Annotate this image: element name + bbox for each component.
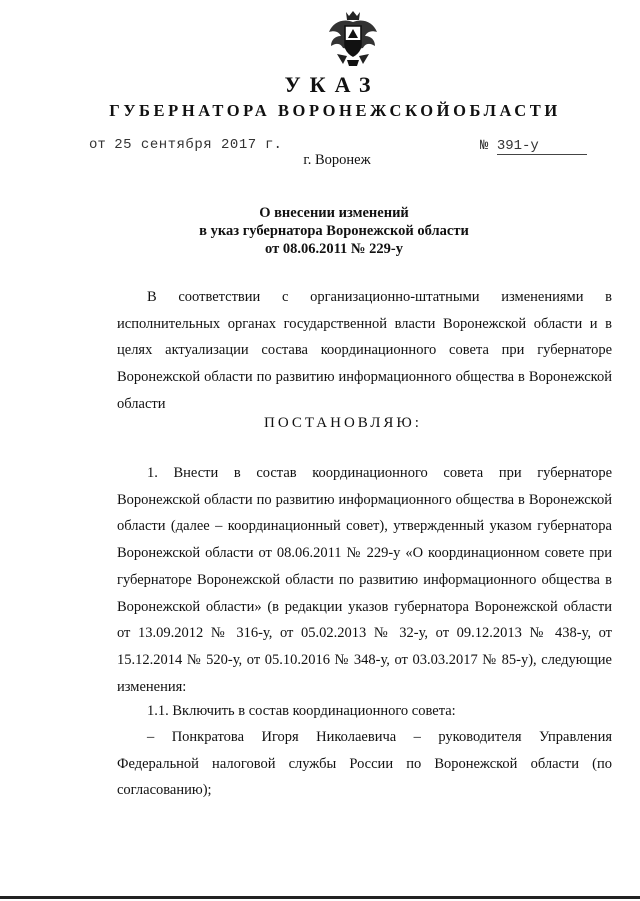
document-heading xyxy=(0,204,640,258)
heading-line-3: от 08.06.2011 № 229-у xyxy=(265,241,403,257)
number-prefix: № xyxy=(480,138,489,154)
document-date xyxy=(89,137,282,153)
document-city: г. Воронеж xyxy=(303,152,371,168)
item-1-paragraph: 1. Внести в состав координационного совета при губернаторе Воронежской области по развитию информационного общества в Воронежской области (далее – координационный совет), утвержденный указом губернатора Воронежской области от 08.06.2011 № 229-у «О координационном совете при губернаторе Воронежской области по развитию информационного общества в Воронежской области» (в редакции указов губернатора Воронежской области от 13.09.2012 № 316-у, от 05.02.2013 № 32-у, от 09.12.2013 № 438-у, от 15.12.2014 № 520-у, от 05.10.2016 № 348-у, от 03.03.2017 № 85-у), следующие изменения: xyxy=(117,465,612,695)
decree-word: ПОСТАНОВЛЯЮ: xyxy=(264,415,422,431)
heading-line-1: О внесении изменений xyxy=(259,205,409,221)
issuer-title: ГУБЕРНАТОРА ВОРОНЕЖСКОЙОБЛАСТИ xyxy=(109,101,561,120)
heading-line-2: в указ губернатора Воронежской области xyxy=(199,223,469,239)
date-suffix: г. xyxy=(265,137,282,153)
item-1-1-paragraph: 1.1. Включить в состав координационного совета: xyxy=(147,703,456,719)
preamble-paragraph: В соответствии с организационно-штатными изменениями в исполнительных органах государственной власти Воронежской области и в целях актуализации состава координационного совета при губернаторе Воронежской области по развитию информационного общества в Воронежской области xyxy=(117,289,612,412)
date-value: 25 сентября 2017 xyxy=(114,137,257,153)
coat-of-arms-icon xyxy=(327,10,379,68)
document-type-title: УКАЗ xyxy=(284,72,380,97)
date-prefix: от xyxy=(89,137,106,153)
number-value: 391-у xyxy=(497,138,587,155)
council-member-paragraph: – Понкратова Игоря Николаевича – руководителя Управления Федеральной налоговой службы России по Воронежской области (по согласованию); xyxy=(117,729,612,799)
page-bottom-edge xyxy=(0,896,640,899)
